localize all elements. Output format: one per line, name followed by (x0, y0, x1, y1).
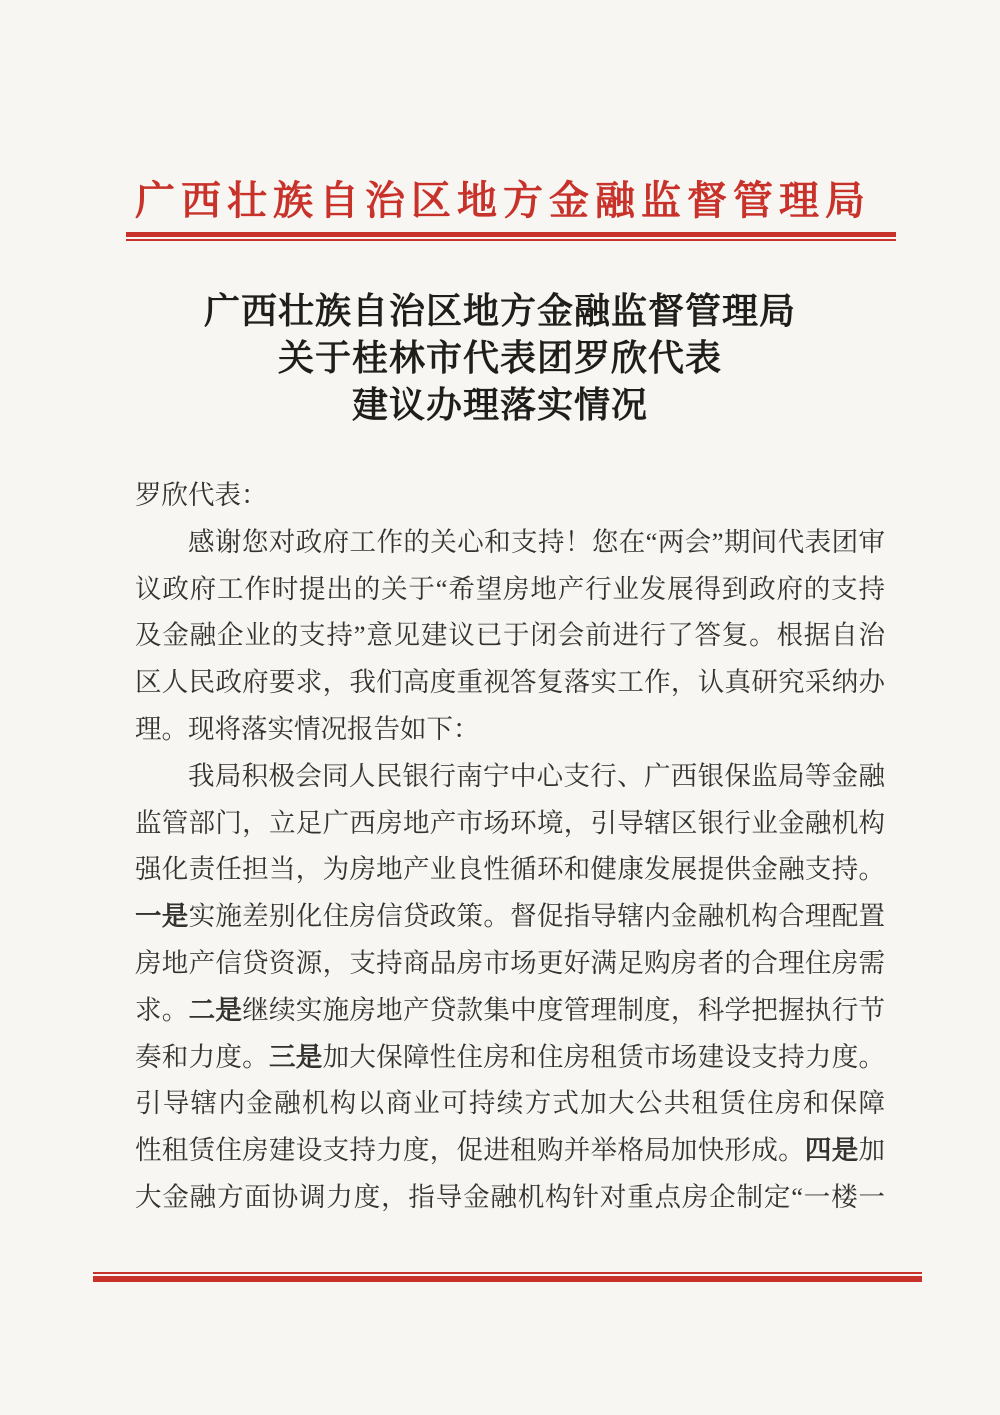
body-line (135, 987, 885, 1034)
body-line (135, 566, 885, 613)
document-title (0, 288, 1000, 429)
divider-thin-bar (126, 239, 896, 241)
text-run: 及金融企业的支持”意见建议已于闭会前进行了答复。根据自治 (135, 620, 885, 651)
body-line (135, 940, 885, 987)
text-run: 奏和力度。 (135, 1041, 269, 1072)
title-line-3: 建议办理落实情况 (351, 385, 648, 425)
text-run: 继续实施房地产贷款集中度管理制度，科学把握执行节 (242, 994, 885, 1025)
body-paragraph-lines (135, 519, 885, 1221)
emphasis-run: 二是 (188, 994, 243, 1025)
title-line-2: 关于桂林市代表团罗欣代表 (277, 338, 722, 378)
text-run: 强化责任担当，为房地产业良性循环和健康发展提供金融支持。 (135, 854, 885, 885)
emphasis-run: 一是 (135, 901, 189, 932)
text-run: 感谢您对政府工作的关心和支持！您在“两会”期间代表团审 (188, 526, 885, 557)
body-line (135, 1034, 885, 1081)
emphasis-run: 四是 (804, 1135, 859, 1166)
body-line (135, 893, 885, 940)
emphasis-run: 三是 (268, 1041, 323, 1072)
body-line (135, 706, 885, 753)
document-body (135, 472, 885, 1221)
body-line (135, 1080, 885, 1127)
letterhead-org-name: 广西壮族自治区地方金融监督管理局 (135, 178, 871, 223)
text-run: 理。现将落实情况报告如下： (135, 713, 480, 744)
text-run: 加 (858, 1135, 885, 1166)
text-run: 我局积极会同人民银行南宁中心支行、广西银保监局等金融 (188, 760, 885, 791)
letterhead-divider (126, 232, 896, 241)
body-line (135, 1127, 885, 1174)
body-line (135, 659, 885, 706)
body-line (135, 753, 885, 800)
title-line-1: 广西壮族自治区地方金融监督管理局 (203, 291, 796, 331)
text-run: 房地产信贷资源，支持商品房市场更好满足购房者的合理住房需 (135, 947, 885, 978)
body-line (135, 846, 885, 893)
salutation: 罗欣代表： (135, 480, 268, 510)
text-run: 求。 (135, 994, 189, 1025)
text-run: 实施差别化住房信贷政策。督促指导辖内金融机构合理配置 (188, 901, 885, 932)
text-run: 监管部门，立足广西房地产市场环境，引导辖区银行业金融机构 (135, 807, 885, 838)
body-line (135, 800, 885, 847)
text-run: 大金融方面协调力度，指导金融机构针对重点房企制定“一楼一 (135, 1181, 885, 1212)
text-run: 加大保障性住房和住房租赁市场建设支持力度。 (322, 1041, 885, 1072)
text-run: 性租赁住房建设支持力度，促进租购并举格局加快形成。 (135, 1135, 805, 1166)
text-run: 区人民政府要求，我们高度重视答复落实工作，认真研究采纳办 (135, 667, 885, 698)
body-line (135, 519, 885, 566)
text-run: 议政府工作时提出的关于“希望房地产行业发展得到政府的支持 (135, 573, 885, 604)
text-run: 引导辖内金融机构以商业可持续方式加大公共租赁住房和保障 (135, 1088, 885, 1119)
footer-divider (93, 1272, 922, 1282)
body-line (135, 1174, 885, 1221)
divider-thick-bar (93, 1276, 922, 1282)
body-line (135, 612, 885, 659)
